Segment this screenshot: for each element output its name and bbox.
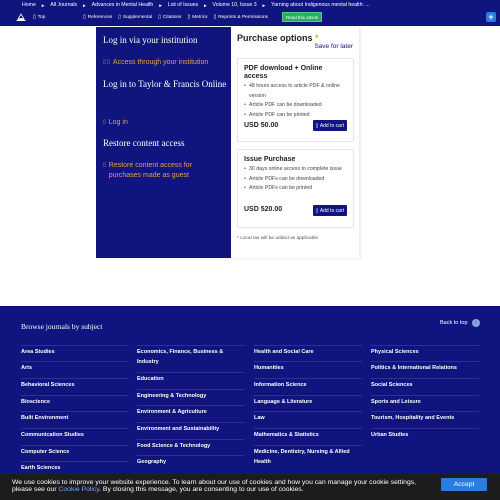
- purchase-option-card: [237, 58, 354, 142]
- subject-link[interactable]: Food Science & Technology: [137, 439, 245, 451]
- cookie-message: [12, 479, 432, 493]
- subnav-link-label: References: [87, 15, 113, 20]
- chevron-right-icon: ►: [82, 2, 87, 8]
- subject-link[interactable]: Politics & International Relations: [371, 361, 479, 373]
- subject-link[interactable]: Communication Studies: [21, 428, 129, 440]
- arrow-up-icon: ↑: [472, 319, 480, 327]
- cart-icon: ▯: [315, 122, 320, 129]
- option-features: [244, 165, 344, 194]
- subnav-link-label: Metrics: [192, 15, 208, 20]
- breadcrumb: [0, 0, 500, 10]
- subnav-link-label: Citations: [162, 15, 182, 20]
- institution-access-link[interactable]: [103, 58, 208, 68]
- institution-heading: Log in via your institution: [103, 35, 198, 45]
- subject-link[interactable]: Computer Science: [21, 445, 129, 457]
- subject-link[interactable]: Engineering & Technology: [137, 389, 245, 401]
- option-feature: • Article PDF can be downloaded: [244, 101, 344, 111]
- subnav-link-citations[interactable]: [158, 15, 181, 20]
- subject-link[interactable]: Physical Sciences: [371, 345, 479, 357]
- subject-link[interactable]: Humanities: [254, 361, 362, 373]
- option-feature: • Article PDFs can be printed: [244, 184, 344, 194]
- breadcrumb-article: Yarning about Indigenous mental health: ...: [271, 2, 370, 8]
- cart-icon: ▯: [315, 207, 320, 214]
- subject-link[interactable]: Social Sciences: [371, 378, 479, 390]
- cookie-banner: [0, 474, 500, 500]
- institution-access-label: Access through your institution: [112, 59, 209, 66]
- option-feature: • 30 days online access to complete issue: [244, 165, 344, 175]
- option-feature: • 48 hours access to article PDF & online version: [244, 82, 344, 101]
- restore-heading: Restore content access: [103, 138, 185, 148]
- read-article-button[interactable]: Read this article: [282, 12, 322, 22]
- arrow-up-icon: ▯: [33, 15, 36, 20]
- publisher-logo-icon[interactable]: [15, 13, 27, 23]
- subject-link[interactable]: Earth Sciences: [21, 461, 129, 473]
- subject-link[interactable]: Environment & Agriculture: [137, 405, 245, 417]
- browse-subjects-title: Browse journals by subject: [21, 322, 103, 331]
- subject-link[interactable]: Geography: [137, 455, 245, 467]
- cookie-policy-link[interactable]: Cookie Policy: [58, 486, 100, 493]
- breadcrumb-volume[interactable]: Volume 10, Issue 3: [212, 2, 257, 8]
- back-to-top-link[interactable]: [440, 319, 480, 327]
- cookie-text-before: We use cookies to improve your website experience. To learn about our use of cookies and how you can manage your cookie settings, please see our: [12, 479, 417, 493]
- metrics-icon: ▯: [187, 15, 191, 20]
- access-panel: [96, 27, 231, 258]
- subnav-link-references[interactable]: [83, 15, 112, 20]
- references-icon: ▯: [83, 15, 86, 20]
- breadcrumb-home[interactable]: Home: [22, 2, 36, 8]
- top-label: Top: [37, 15, 46, 20]
- option-feature: • Article PDFs can be downloaded: [244, 175, 344, 185]
- subject-link[interactable]: Urban Studies: [371, 428, 479, 440]
- subnav-link-reprints[interactable]: [214, 15, 269, 20]
- option-feature: • Article PDF can be printed: [244, 111, 344, 121]
- add-to-cart-label: Add to cart: [319, 207, 344, 214]
- subject-link[interactable]: Environment and Sustainability: [137, 422, 245, 434]
- purchase-option-card: [237, 149, 354, 228]
- option-title: Issue Purchase: [244, 156, 296, 163]
- purchase-title: [237, 33, 319, 43]
- login-heading: Log in to Taylor & Francis Online: [103, 79, 227, 89]
- accept-cookies-button[interactable]: Accept: [441, 478, 487, 491]
- purchase-panel: [231, 27, 360, 258]
- article-subnav: [0, 10, 500, 26]
- reprints-icon: ▯: [213, 15, 217, 20]
- option-title: PDF download + Online access: [244, 65, 323, 80]
- subject-link[interactable]: Medicine, Dentistry, Nursing & Allied Health: [254, 445, 362, 467]
- restore-access-label: Restore content access for purchases made as guest: [108, 162, 193, 179]
- subject-link[interactable]: Built Environment: [21, 411, 129, 423]
- cookie-text-after: . By closing this message, you are consenting to our use of cookies.: [99, 486, 304, 493]
- subject-link[interactable]: Bioscience: [21, 395, 129, 407]
- breadcrumb-all-journals[interactable]: All Journals: [50, 2, 78, 8]
- login-link[interactable]: [103, 118, 128, 128]
- add-to-cart-label: Add to cart: [319, 122, 344, 129]
- subnav-links: [83, 15, 268, 20]
- citations-icon: ▯: [158, 15, 161, 20]
- plus-icon[interactable]: +: [486, 12, 496, 22]
- subject-link[interactable]: Tourism, Hospitality and Events: [371, 411, 479, 423]
- top-link[interactable]: [33, 15, 45, 20]
- subnav-link-supplemental[interactable]: [118, 15, 152, 20]
- subject-link[interactable]: Area Studies: [21, 345, 129, 357]
- subject-link[interactable]: Sports and Leisure: [371, 395, 479, 407]
- subnav-link-label: Supplemental: [122, 15, 153, 20]
- subject-link[interactable]: Behavioral Sciences: [21, 378, 129, 390]
- option-price: USD 50.00: [244, 122, 279, 129]
- subject-link[interactable]: Economics, Finance, Business & Industry: [137, 345, 245, 367]
- login-label: Log in: [108, 119, 128, 126]
- add-to-cart-button[interactable]: [313, 205, 347, 216]
- chevron-right-icon: ►: [261, 2, 267, 8]
- subject-link[interactable]: Language & Literature: [254, 395, 362, 407]
- breadcrumb-issues[interactable]: List of Issues: [167, 2, 199, 8]
- subject-link[interactable]: Law: [254, 411, 362, 423]
- user-icon: ▯: [103, 119, 106, 125]
- subject-link[interactable]: Information Science: [254, 378, 362, 390]
- institution-icon: ▯ ▯: [103, 59, 110, 65]
- restore-access-link[interactable]: [103, 161, 223, 180]
- option-features: [244, 82, 344, 121]
- chevron-right-icon: ►: [40, 2, 46, 8]
- subject-link[interactable]: Arts: [21, 361, 129, 373]
- site-footer: [0, 306, 500, 500]
- back-to-top-label: Back to top: [440, 320, 468, 326]
- tax-note: * Local tax will be added as applicable: [237, 236, 319, 241]
- subject-link[interactable]: Mathematics & Statistics: [254, 428, 362, 440]
- subject-link[interactable]: Education: [137, 372, 245, 384]
- add-to-cart-button[interactable]: [313, 120, 347, 131]
- subnav-link-label: Reprints & Permissions: [218, 15, 269, 20]
- option-price: USD 520.00: [244, 206, 283, 213]
- save-for-later-link[interactable]: Save for later: [314, 43, 353, 50]
- subject-link[interactable]: Health and Social Care: [254, 345, 362, 357]
- purchase-title-text: Purchase options: [237, 33, 313, 43]
- restore-icon: ▯: [103, 162, 106, 168]
- chevron-right-icon: ►: [158, 2, 163, 8]
- breadcrumb-journal[interactable]: Advances in Mental Health: [91, 2, 154, 8]
- subnav-link-metrics[interactable]: [187, 15, 207, 20]
- supplemental-icon: ▯: [118, 15, 121, 20]
- chevron-right-icon: ►: [203, 2, 208, 8]
- required-mark: *: [315, 33, 319, 43]
